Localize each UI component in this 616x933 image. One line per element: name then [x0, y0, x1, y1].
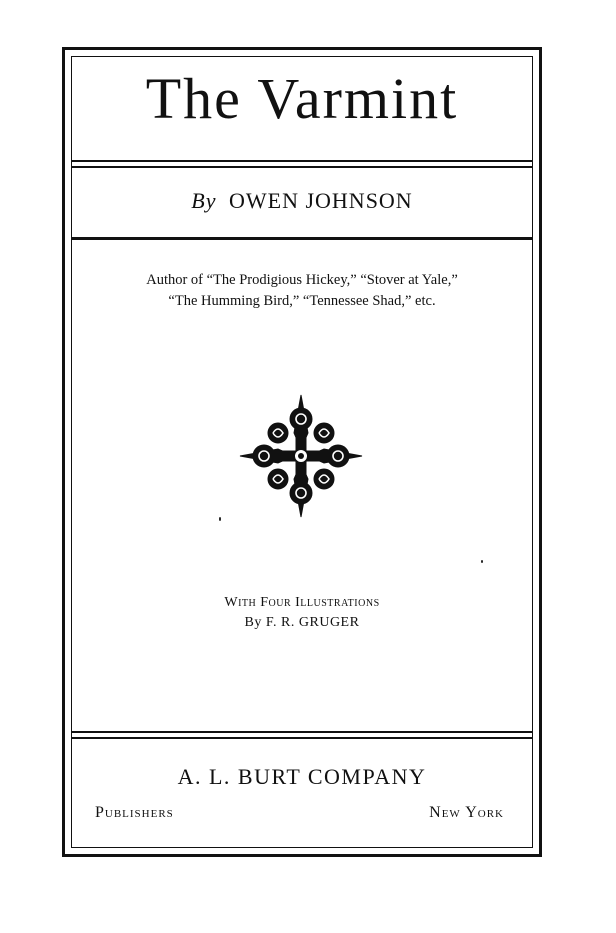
byline-by: By — [191, 188, 217, 213]
illustrations-credit — [71, 593, 533, 633]
publisher-rule-bottom — [71, 737, 533, 739]
byline-rule — [71, 237, 533, 240]
publisher-rule-top — [71, 731, 533, 733]
title-rule-top — [71, 160, 533, 162]
byline — [71, 188, 533, 214]
paper-speck — [219, 517, 221, 521]
fleuron-ornament-icon — [238, 393, 364, 519]
title-rule-bottom — [71, 166, 533, 168]
byline-author: OWEN JOHNSON — [228, 188, 413, 213]
illustrations-by: By F. R. GRUGER — [244, 615, 360, 630]
illustrations-line-1: With Four Illustrations — [224, 595, 380, 610]
publisher-city: New York — [429, 804, 504, 821]
book-title: The Varmint — [145, 66, 459, 131]
publisher-label: Publishers — [95, 804, 174, 821]
author-of-works — [71, 270, 533, 312]
author-of-line-1: Author of “The Prodigious Hickey,” “Stover at Yale,” — [146, 272, 458, 288]
author-of-line-2: “The Humming Bird,” “Tennessee Shad,” etc. — [168, 293, 436, 309]
paper-speck — [481, 560, 483, 563]
illustrations-line-2 — [71, 613, 533, 633]
publisher-name: A. L. BURT COMPANY — [177, 764, 427, 789]
